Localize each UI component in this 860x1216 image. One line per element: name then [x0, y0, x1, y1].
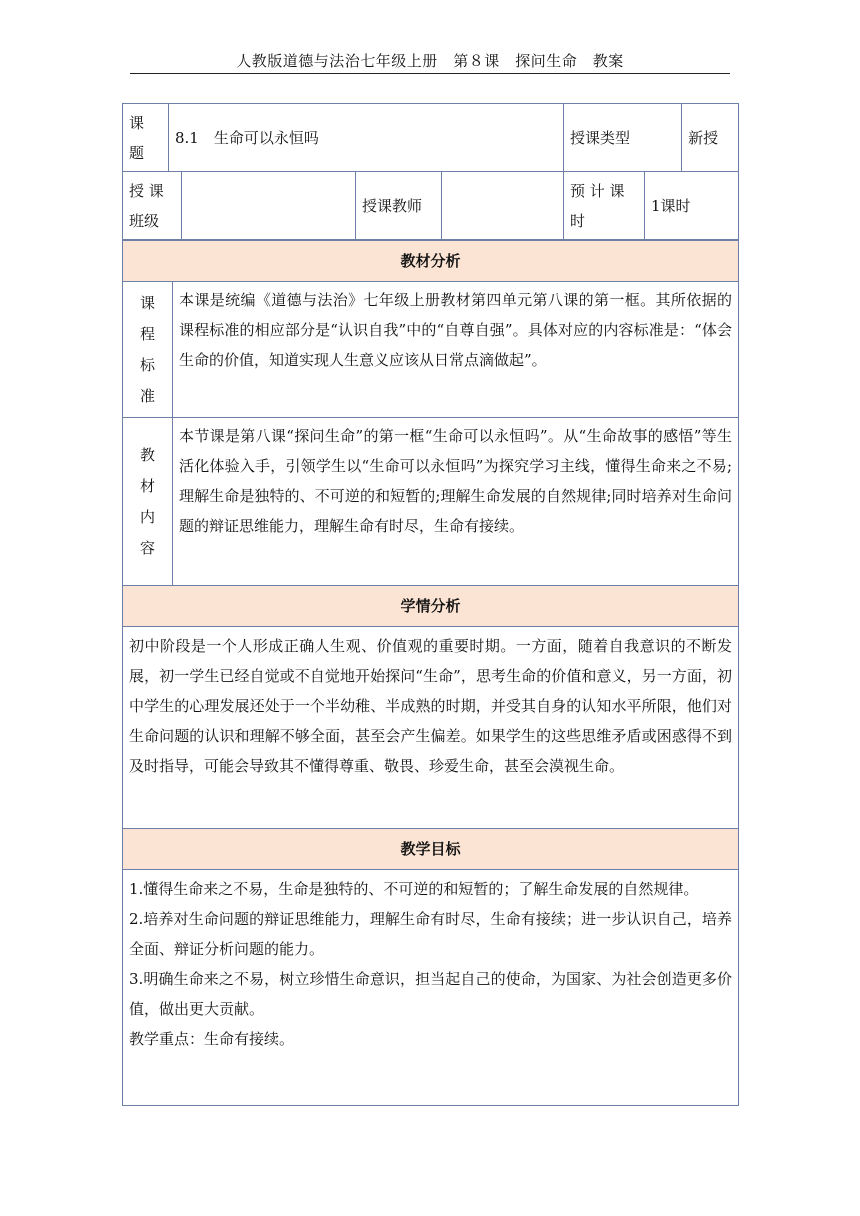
lesson-type-label: 授课类型 — [564, 104, 682, 172]
info-table — [122, 103, 739, 172]
label-char: 教 — [139, 445, 155, 464]
material-content-label — [123, 418, 173, 586]
label-char: 内 — [139, 507, 155, 526]
label-char: 程 — [139, 324, 155, 343]
class-value — [182, 172, 356, 240]
goal-item: 1.懂得生命来之不易，生命是独特的、不可逆的和短暂的；了解生命发展的自然规律。 — [129, 880, 699, 898]
student-analysis-text: 初中阶段是一个人形成正确人生观、价值观的重要时期。一方面，随着自我意识的不断发展，初一学生已经自觉或不自觉地开始探问“生命”，思考生命的价值和意义，另一方面，初中学生的心理发展还处于一个半幼稚、半成熟的时期，并受其自身的认知水平所限，他们对生命问题的认识和理解不够全面，甚至会产生偏差。如果学生的这些思维矛盾或困惑得不到及时指导，可能会导致其不懂得尊重、敬畏、珍爱生命，甚至会漠视生命。 — [123, 627, 739, 829]
curriculum-standard-text: 本课是统编《道德与法治》七年级上册教材第四单元第八课的第一框。其所依据的课程标准的相应部分是“认识自我”中的“自尊自强”。具体对应的内容标准是：“体会生命的价值，知道实现人生意义应该从日常点滴做起”。 — [173, 282, 739, 418]
teaching-goals-heading: 教学目标 — [123, 829, 739, 870]
teaching-goals-list — [123, 870, 739, 1106]
student-analysis-heading: 学情分析 — [123, 586, 739, 627]
topic-value: 8.1 生命可以永恒吗 — [169, 104, 564, 172]
key-point: 教学重点：生命有接续。 — [129, 1030, 295, 1048]
label-char: 标 — [139, 355, 155, 374]
analysis-block — [122, 240, 738, 1106]
label-char: 容 — [139, 538, 155, 557]
info-table-block — [122, 103, 738, 240]
teacher-label: 授课教师 — [356, 172, 442, 240]
material-analysis-heading: 教材分析 — [123, 241, 739, 282]
goal-item: 3.明确生命来之不易，树立珍惜生命意识，担当起自己的使命，为国家、为社会创造更多价值，做出更大贡献。 — [129, 970, 733, 1018]
class-label: 授 课 班级 — [123, 172, 182, 240]
header-rule — [130, 73, 730, 74]
hours-label: 预 计 课 时 — [564, 172, 645, 240]
hours-value: 1课时 — [645, 172, 739, 240]
page-header: 人教版道德与法治七年级上册 第８课 探问生命 教案 — [236, 52, 624, 70]
lesson-type-value: 新授 — [682, 104, 739, 172]
label-char: 课 — [139, 293, 155, 312]
goal-item: 2.培养对生命问题的辩证思维能力，理解生命有时尽，生命有接续；进一步认识自己，培养全面、辩证分析问题的能力。 — [129, 910, 733, 958]
info-table-row2 — [122, 171, 739, 240]
topic-label: 课 题 — [123, 104, 169, 172]
material-content-text: 本节课是第八课“探问生命”的第一框“生命可以永恒吗”。从“生命故事的感悟”等生活化体验入手，引领学生以“生命可以永恒吗”为探究学习主线，懂得生命来之不易;理解生命是独特的、不可逆的和短暂的;理解生命发展的自然规律;同时培养对生命问题的辩证思维能力，理解生命有时尽，生命有接续。 — [173, 418, 739, 586]
label-char: 准 — [139, 386, 155, 405]
analysis-table — [122, 240, 739, 1106]
teacher-value — [442, 172, 564, 240]
label-char: 材 — [139, 476, 155, 495]
curriculum-standard-label — [123, 282, 173, 418]
